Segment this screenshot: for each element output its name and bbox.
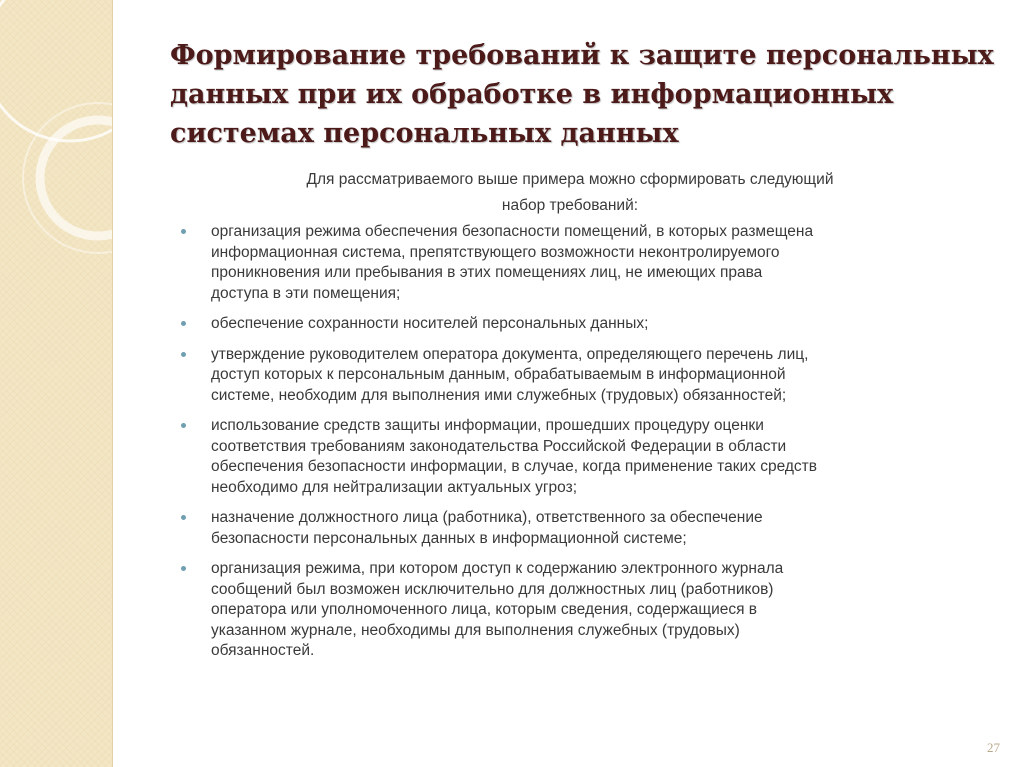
requirement-line: организация режима, при котором доступ к содержанию электронного журнала [211, 560, 784, 577]
requirement-line: информационная система, препятствующего возможности неконтролируемого [211, 243, 780, 261]
requirements-list [181, 222, 1001, 672]
decorative-side-panel [0, 0, 113, 767]
requirement-line: обеспечения безопасности информации, в случае, когда применение таких средств [211, 458, 818, 475]
page-number: 27 [987, 740, 1000, 755]
requirement-line: соответствия требованиям законодательства Российской Федерации в области [211, 437, 787, 455]
slide-title [170, 36, 994, 153]
requirement-line: системе, необходим для выполнения ими служебных (трудовых) обязанностей; [211, 386, 787, 404]
requirement-line: доступа в эти помещения; [211, 284, 401, 302]
bullet-icon [181, 229, 186, 234]
requirement-item [181, 314, 1001, 335]
requirement-line: организация режима обеспечения безопасности помещений, в которых размещена [211, 223, 814, 240]
requirement-line: утверждение руководителем оператора документа, определяющего перечень лиц, [211, 345, 809, 363]
requirement-item [181, 416, 1001, 498]
title-line: данных при их обработке в информационных [170, 79, 894, 110]
intro-line: Для рассматриваемого выше примера можно сформировать следующий [306, 171, 834, 188]
requirement-line: использование средств защиты информации, прошедших процедуру оценки [211, 417, 764, 434]
requirement-line: доступ которых к персональным данным, обрабатываемым в информационной [211, 366, 786, 383]
bullet-icon [181, 352, 186, 357]
requirement-line: безопасности персональных данных в информационной системе; [211, 529, 687, 547]
requirement-item [181, 559, 1001, 662]
requirement-line: указанном журнале, необходимы для выполнения служебных (трудовых) [211, 621, 740, 639]
requirement-item [181, 222, 1001, 304]
requirement-item [181, 508, 1001, 549]
bullet-icon [181, 423, 186, 428]
title-line: Формирование требований к защите персональных [170, 40, 994, 71]
bullet-icon [181, 515, 186, 520]
requirement-line: назначение должностного лица (работника), ответственного за обеспечение [211, 509, 763, 526]
requirement-line: оператора или уполномоченного лица, которым сведения, содержащиеся в [211, 601, 758, 618]
bullet-icon [181, 321, 186, 326]
requirement-line: проникновения или пребывания в этих помещениях лиц, не имеющих права [211, 264, 763, 281]
requirement-line: обязанностей. [211, 642, 315, 659]
requirement-line: сообщений был возможен исключительно для должностных лиц (работников) [211, 580, 774, 598]
decorative-circles [0, 0, 112, 767]
title-line: системах персональных данных [170, 118, 679, 149]
intro-line: набор требований: [501, 197, 639, 214]
intro-text [180, 167, 960, 219]
requirement-item [181, 345, 1001, 407]
requirement-line: обеспечение сохранности носителей персональных данных; [211, 315, 649, 332]
requirement-line: необходимо для нейтрализации актуальных угроз; [211, 478, 578, 496]
bullet-icon [181, 566, 186, 571]
